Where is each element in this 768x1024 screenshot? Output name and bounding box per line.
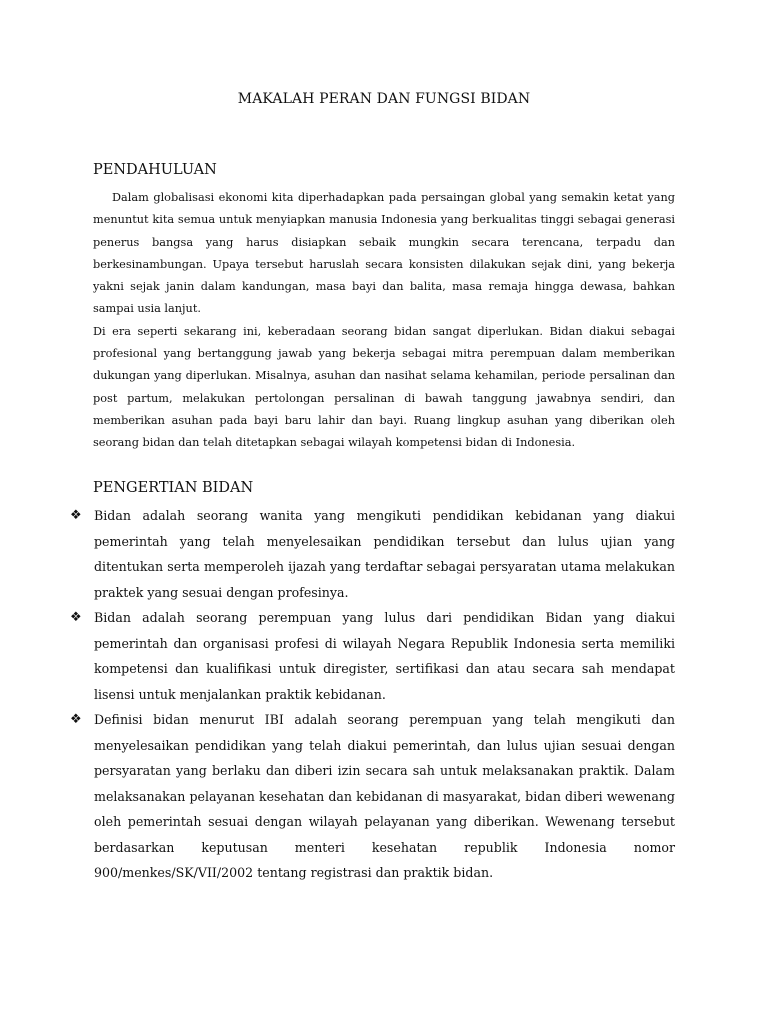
section-heading-definition: PENGERTIAN BIDAN	[93, 480, 254, 496]
definition-list	[70, 503, 675, 886]
definition-text: Bidan adalah seorang perempuan yang lulus dari pendidikan Bidan yang diakui pemerintah dan organisasi profesi di wilayah Negara Republik Indonesia serta memiliki kompetensi dan kualifikasi untuk diregister, sertifikasi dan atau secara sah mendapat lisensi untuk menjalankan praktik kebidanan.	[94, 610, 675, 702]
section-heading-introduction: PENDAHULUAN	[93, 162, 217, 178]
definition-item	[70, 503, 675, 605]
document-title: MAKALAH PERAN DAN FUNGSI BIDAN	[237, 91, 531, 107]
introduction-body	[93, 187, 675, 455]
intro-paragraph: Dalam globalisasi ekonomi kita diperhadapkan pada persaingan global yang semakin ketat yang menuntut kita semua untuk menyiapkan manusia Indonesia yang berkualitas tinggi sebagai generasi penerus bangsa yang harus disiapkan sebaik mungkin secara terencana, terpadu dan berkesinambungan. Upaya tersebut haruslah secara konsisten dilakukan sejak dini, yang bekerja yakni sejak janin dalam kandungan, masa bayi dan balita, masa remaja hingga dewasa, bahkan sampai usia lanjut.	[93, 191, 675, 316]
definition-item	[70, 605, 675, 707]
definition-text: Definisi bidan menurut IBI adalah seorang perempuan yang telah mengikuti dan menyelesaikan pendidikan yang telah diakui pemerintah, dan lulus ujian sesuai dengan persyaratan yang berlaku dan diberi izin secara sah untuk melaksanakan praktik. Dalam melaksanakan pelayanan kesehatan dan kebidanan di masyarakat, bidan diberi wewenang oleh pemerintah sesuai dengan wilayah pelayanan yang diberikan. Wewenang tersebut berdasarkan keputusan menteri kesehatan republik Indonesia nomor 900/menkes/SK/VII/2002 tentang registrasi dan praktik bidan.	[94, 712, 675, 880]
intro-paragraph: Di era seperti sekarang ini, keberadaan seorang bidan sangat diperlukan. Bidan diakui sebagai profesional yang bertanggung jawab yang bekerja sebagai mitra perempuan dalam memberikan dukungan yang diperlukan. Misalnya, asuhan dan nasihat selama kehamilan, periode persalinan dan post partum, melakukan pertolongan persalinan di bawah tanggung jawabnya sendiri, dan memberikan asuhan pada bayi baru lahir dan bayi. Ruang lingkup asuhan yang diberikan oleh seorang bidan dan telah ditetapkan sebagai wilayah kompetensi bidan di Indonesia.	[93, 324, 675, 450]
diamond-bullet-icon: ❖	[70, 610, 82, 625]
definition-item	[70, 707, 675, 886]
diamond-bullet-icon: ❖	[70, 712, 82, 727]
diamond-bullet-icon: ❖	[70, 508, 82, 523]
definition-text: Bidan adalah seorang wanita yang mengikuti pendidikan kebidanan yang diakui pemerintah yang telah menyelesaikan pendidikan tersebut dan lulus ujian yang ditentukan serta memperoleh ijazah yang terdaftar sebagai persyaratan utama melakukan praktek yang sesuai dengan profesinya.	[94, 508, 675, 600]
